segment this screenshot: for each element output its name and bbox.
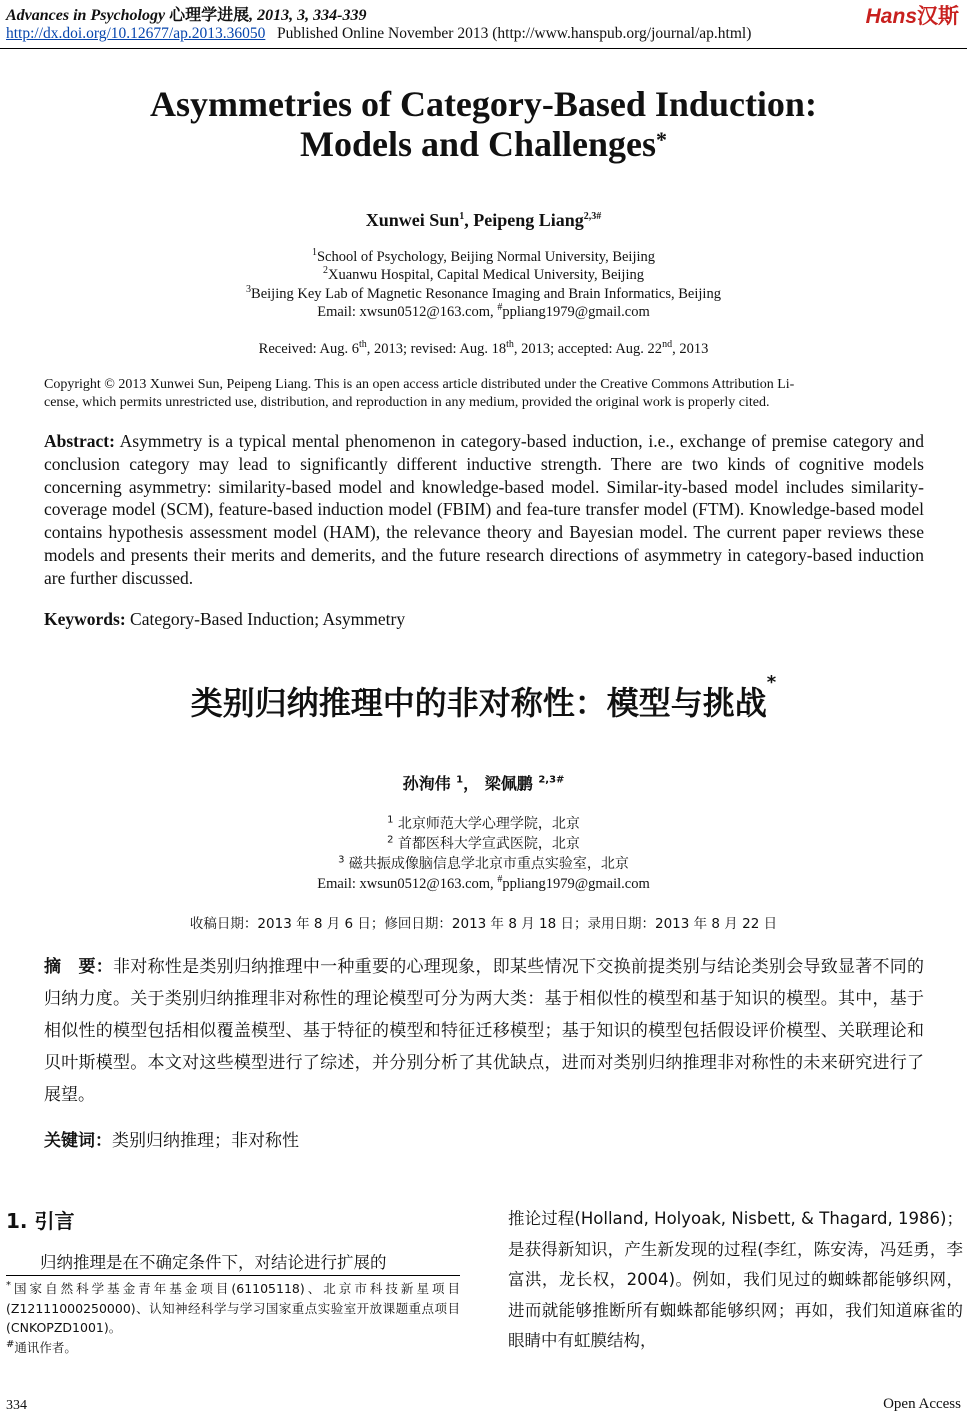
paper-title-cn: 类别归纳推理中的非对称性：模型与挑战*: [190, 672, 777, 722]
copyright-notice: Copyright © 2013 Xunwei Sun, Peipeng Liang. This is an open access article distributed under the Creative Commons Attribution Li- cense, which permits unrestricted use, distribution, and reproduction in any medium, provided the original work is properly cited.: [44, 377, 795, 410]
section-heading: 1. 引言: [6, 1209, 75, 1233]
keywords-cn-label: 关键词：: [44, 1131, 112, 1151]
affiliation-cn-1: $^1$ 北京师范大学心理学院，北京: [387, 814, 580, 832]
footnote-divider: [6, 1275, 460, 1276]
title-line-1: Asymmetries of Category-Based Induction:: [150, 84, 817, 124]
email-line-cn: Email: xwsun0512@163.com, #ppliang1979@gmail.com: [317, 874, 650, 892]
keywords-label: Keywords:: [44, 609, 126, 629]
publication-info: [6, 25, 751, 43]
affiliation-3: $^3$Beijing Key Lab of Magnetic Resonance Imaging and Brain Informatics, Beijing: [246, 284, 721, 302]
journal-name-cn: 心理学进展: [169, 7, 250, 24]
affiliation-cn-2: $^2$ 首都医科大学宣武医院，北京: [387, 834, 580, 852]
footnote-funding: *国家自然科学基金青年基金项目(61105118)、北京市科技新星项目(Z12111000250000)、认知神经科学与学习国家重点实验室开放课题重点项目(CNKOPZD1001)。: [6, 1279, 460, 1335]
page-number: 334: [6, 1398, 27, 1413]
open-access-label: Open Access: [883, 1396, 961, 1412]
footnote-correspondence: #通讯作者。: [6, 1338, 77, 1355]
abstract-label: Abstract:: [44, 431, 115, 451]
email-line: Email: xwsun0512@163.com, #ppliang1979@gmail.com: [317, 302, 650, 320]
journal-name: Advances in Psychology: [6, 7, 166, 24]
keywords-cn: [44, 1126, 299, 1151]
affiliation-cn-3: $^3$ 磁共振成像脑信息学北京市重点实验室，北京: [338, 854, 629, 872]
keywords-text: Category-Based Induction; Asymmetry: [130, 609, 406, 629]
volume-info: , 2013, 3, 334-339: [249, 7, 367, 24]
doi-link[interactable]: http://dx.doi.org/10.12677/ap.2013.36050: [6, 25, 266, 42]
footnotes: [6, 1279, 460, 1357]
publisher-logo: [866, 0, 959, 30]
author-2-cn: 梁佩鹏: [484, 774, 533, 793]
authors: Xunwei Sun$^1$, Peipeng Liang$^{2,3\#}$: [365, 210, 602, 230]
abstract-cn-text: 非对称性是类别归纳推理中一种重要的心理现象，即某些情况下交换前提类别与结论类别会导致显著不同的归纳力度。关于类别归纳推理非对称性的理论模型可分为两大类：基于相似性的模型和基于知识的模型。其中，基于相似性的模型包括相似覆盖模型、基于特征的模型和特征迁移模型；基于知识的模型包括假设评价模型、关联理论和贝叶斯模型。本文对这些模型进行了综述，并分别分析了其优缺点，进而对类别归纳推理非对称性的未来研究进行了展望。: [44, 957, 925, 1105]
submission-dates: Received: Aug. 6th, 2013; revised: Aug. 18th, 2013; accepted: Aug. 22nd, 2013: [258, 339, 709, 357]
published-online: Published Online November 2013 (http://www.hanspub.org/journal/ap.html): [276, 25, 752, 42]
logo-cn: 汉斯: [917, 4, 959, 28]
abstract-text: Asymmetry is a typical mental phenomenon in category-based induction, i.e., exchange of premise category and conclusion category may lead to significantly different inductive strength. There are two kinds of cognitive models concerning asymmetry: similarity-based model and knowledge-based model. Similar-ity-based model includes similarity-coverage model (SCM), feature-based induction model (FBIM) and fea-ture transfer model (FTM). Knowledge-based model contains hypothesis assessment model (HAM), the relevance theory and Bayesian model. The current paper reviews these models and presents their merits and demerits, and the future research directions of asymmetry in category-based induction are further discussed.: [44, 431, 924, 588]
header-divider: [0, 48, 967, 49]
title-line-2: Models and Challenges*: [299, 124, 668, 164]
intro-paragraph-start: 归纳推理是在不确定条件下，对结论进行扩展的: [40, 1253, 387, 1272]
author-1: Xunwei Sun: [365, 210, 460, 230]
keywords-cn-text: 类别归纳推理；非对称性: [112, 1131, 299, 1151]
author-1-cn: 孙洵伟: [402, 774, 451, 793]
title-cn-footnote-mark: *: [766, 672, 777, 693]
abstract-cn: [44, 951, 924, 1111]
authors-cn: 孙洵伟 $^1$， 梁佩鹏 $^{2,3\#}$: [402, 774, 565, 793]
keywords: [44, 609, 405, 630]
journal-header: [6, 2, 366, 25]
affiliation-2: $^2$Xuanwu Hospital, Capital Medical University, Beijing: [323, 265, 644, 283]
paper-title: [0, 84, 967, 164]
author-2: Peipeng Liang: [473, 210, 584, 230]
submission-dates-cn: 收稿日期：2013 年 8 月 6 日；修回日期：2013 年 8 月 18 日；录用日期：2013 年 8 月 22 日: [189, 916, 778, 932]
affiliation-1: $^1$School of Psychology, Beijing Normal University, Beijing: [311, 247, 656, 265]
intro-paragraph-continued: 推论过程(Holland, Holyoak, Nisbett, & Thagard, 1986)；是获得新知识，产生新发现的过程(李红，陈安涛，冯廷勇，李富洪，龙长权，2004)。例如，我们见过的蜘蛛都能够织网，进而就能够推断所有蜘蛛都能够织网；再如，我们知道麻雀的眼睛中有虹膜结构，: [508, 1209, 963, 1350]
logo-latin: Hans: [865, 5, 917, 28]
title-footnote-mark: *: [656, 127, 668, 152]
abstract-cn-label: 摘 要：: [44, 957, 114, 977]
abstract: [44, 430, 924, 590]
